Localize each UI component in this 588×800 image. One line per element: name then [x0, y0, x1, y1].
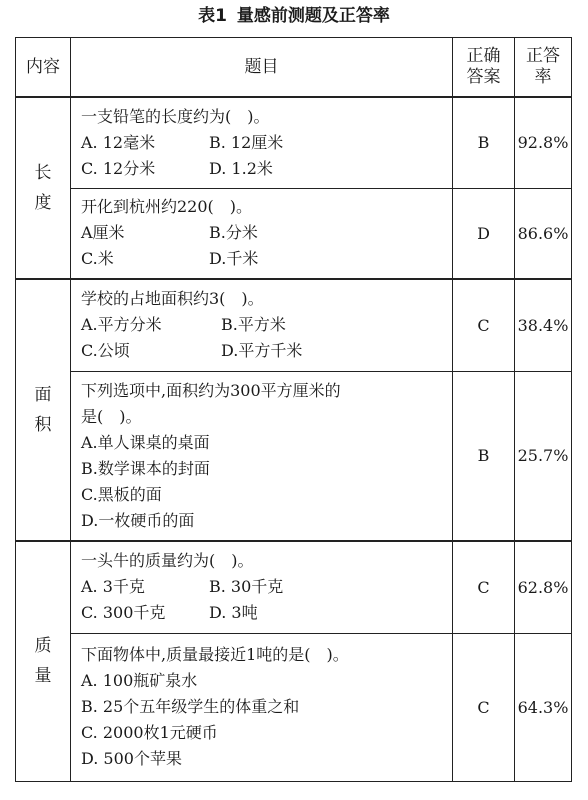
- option: A. 3千克: [81, 577, 145, 597]
- answer-cell: D: [453, 188, 515, 279]
- question-cell: [71, 541, 453, 633]
- rate-cell: 25.7%: [515, 371, 572, 541]
- option: B. 25个五年级学生的体重之和: [81, 697, 300, 716]
- header-answer-line1: 正确: [466, 46, 501, 66]
- option: D. 3吨: [209, 603, 258, 623]
- question-cell: [71, 633, 453, 781]
- header-answer-line2: 答案: [466, 67, 501, 87]
- table-row: [16, 279, 572, 371]
- question-text: 学校的占地面积约3( )。: [81, 289, 264, 309]
- rate-cell: 92.8%: [515, 97, 572, 188]
- question-cell: [71, 279, 453, 371]
- option: A.平方分米: [81, 315, 162, 335]
- question-text: 一头牛的质量约为( )。: [81, 551, 254, 571]
- question-text: 是( )。: [81, 406, 142, 426]
- table-row: [16, 97, 572, 188]
- rate-cell: 86.6%: [515, 188, 572, 279]
- table-number: 表1: [198, 6, 227, 26]
- header-row: [16, 38, 572, 98]
- option: B. 12厘米: [209, 132, 284, 152]
- category-cell-length: [16, 97, 71, 279]
- question-cell: [71, 97, 453, 188]
- option-row: [81, 338, 446, 364]
- category-char: 量: [34, 666, 52, 687]
- option: B. 30千克: [209, 577, 284, 597]
- option-row: [81, 574, 446, 600]
- option-row: [81, 156, 446, 182]
- option: D.平方千米: [221, 341, 303, 361]
- option-row: [81, 600, 446, 626]
- answer-cell: B: [453, 97, 515, 188]
- category-char: 面: [34, 385, 52, 405]
- question-cell: [71, 371, 453, 541]
- option: B.平方米: [221, 315, 286, 335]
- answer-cell: B: [453, 371, 515, 541]
- header-content: 内容: [16, 38, 71, 98]
- header-rate: [515, 38, 572, 98]
- rate-cell: 62.8%: [515, 541, 572, 633]
- category-cell-mass: [16, 541, 71, 781]
- question-text: 下列选项中,面积约为300平方厘米的: [81, 380, 341, 400]
- category-char: 长: [34, 163, 52, 183]
- answer-cell: C: [453, 541, 515, 633]
- table-row: [16, 371, 572, 541]
- rate-cell: 38.4%: [515, 279, 572, 371]
- option: C. 300千克: [81, 603, 166, 623]
- table-title: 量感前测题及正答率: [236, 6, 390, 26]
- question-text: 开化到杭州约220( )。: [81, 197, 253, 217]
- table-row: [16, 188, 572, 279]
- header-rate-line2: 率: [534, 67, 552, 87]
- option: C.黑板的面: [81, 484, 162, 504]
- option: A. 100瓶矿泉水: [81, 671, 198, 690]
- rate-cell: 64.3%: [515, 633, 572, 781]
- option: D.一枚硬币的面: [81, 510, 195, 530]
- question-text: 下面物体中,质量最接近1吨的是( )。: [81, 645, 349, 664]
- question-cell: [71, 188, 453, 279]
- option: D.千米: [209, 249, 259, 269]
- option: D. 1.2米: [209, 158, 273, 178]
- question-text: 一支铅笔的长度约为( )。: [81, 106, 270, 126]
- answer-cell: C: [453, 633, 515, 781]
- option-row: [81, 130, 446, 156]
- option: A厘米: [81, 223, 125, 243]
- option-row: [81, 246, 446, 272]
- header-question: 题目: [71, 38, 453, 98]
- answer-cell: C: [453, 279, 515, 371]
- table-row: [16, 541, 572, 633]
- header-rate-line1: 正答: [526, 46, 560, 66]
- table-row: [16, 633, 572, 781]
- option: A.单人课桌的桌面: [81, 432, 210, 452]
- option: C. 12分米: [81, 158, 156, 178]
- quiz-table: [15, 37, 572, 782]
- header-answer: [453, 38, 515, 98]
- option-row: [81, 312, 446, 338]
- option: D. 500个苹果: [81, 749, 182, 768]
- option: C.米: [81, 249, 114, 269]
- category-cell-area: [16, 279, 71, 541]
- option: C. 2000枚1元硬币: [81, 723, 218, 742]
- option: B.分米: [209, 223, 258, 243]
- category-char: 积: [34, 415, 52, 435]
- table-caption: [0, 4, 588, 28]
- category-char: 度: [34, 193, 52, 213]
- option: C.公顷: [81, 341, 130, 361]
- option: A. 12毫米: [81, 132, 156, 152]
- option: B.数学课本的封面: [81, 458, 210, 478]
- category-char: 质: [34, 636, 52, 657]
- option-row: [81, 220, 446, 246]
